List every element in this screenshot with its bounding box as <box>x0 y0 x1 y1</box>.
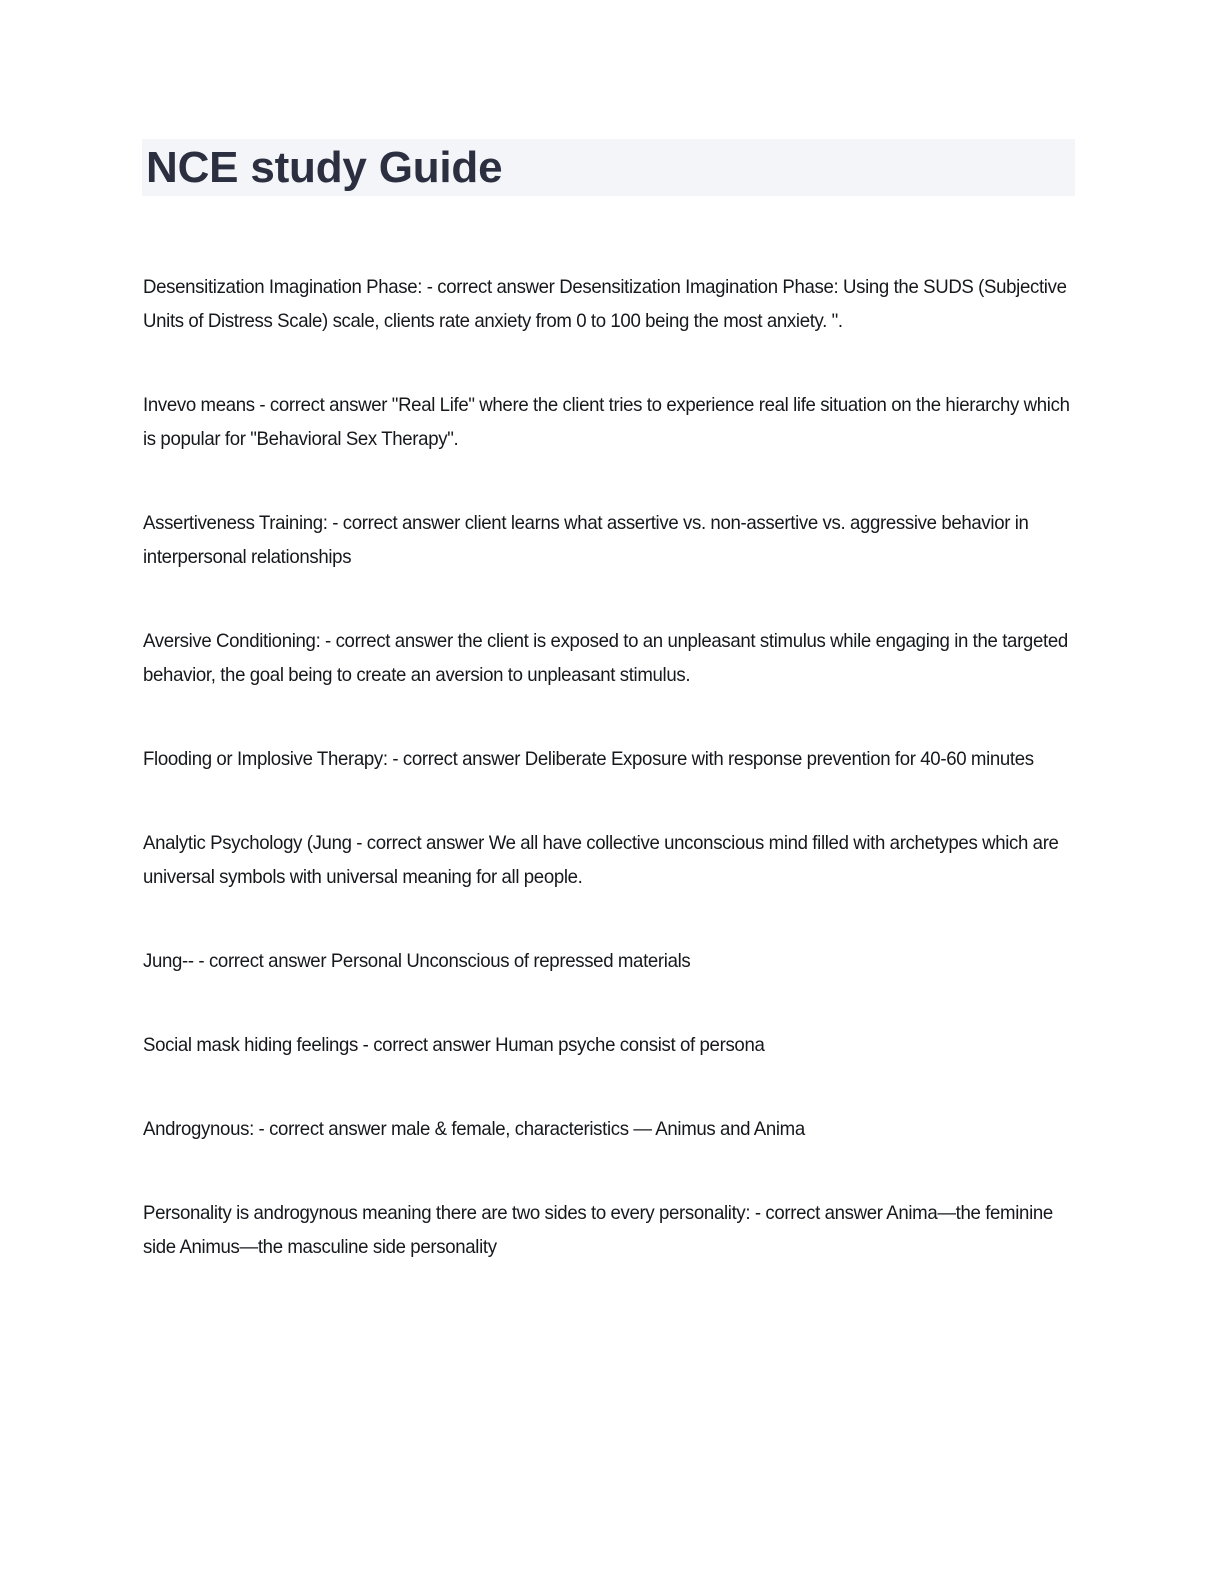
study-entry: Jung-- - correct answer Personal Unconscious of repressed materials <box>143 950 691 972</box>
study-entry: Assertiveness Training: - correct answer client learns what assertive vs. non-assertive vs. aggressive behavior in interpersonal relationships <box>143 512 1029 568</box>
study-entry: Analytic Psychology (Jung - correct answer We all have collective unconscious mind filled with archetypes which are universal symbols with universal meaning for all people. <box>143 832 1059 888</box>
study-entry: Flooding or Implosive Therapy: - correct answer Deliberate Exposure with response prevention for 40-60 minutes <box>143 748 1034 770</box>
study-entry: Personality is androgynous meaning there are two sides to every personality: - correct answer Anima—the feminine side Animus—the masculine side personality <box>143 1202 1053 1258</box>
study-entry: Social mask hiding feelings - correct answer Human psyche consist of persona <box>143 1034 765 1056</box>
study-entry: Aversive Conditioning: - correct answer the client is exposed to an unpleasant stimulus while engaging in the targeted behavior, the goal being to create an aversion to unpleasant stimulus. <box>143 630 1068 686</box>
page-title: NCE study Guide <box>146 142 503 192</box>
study-entry: Invevo means - correct answer "Real Life" where the client tries to experience real life situation on the hierarchy which is popular for "Behavioral Sex Therapy". <box>143 394 1070 450</box>
document-body <box>143 270 1073 1264</box>
study-entry: Desensitization Imagination Phase: - correct answer Desensitization Imagination Phase: Using the SUDS (Subjective Units of Distress Scale) scale, clients rate anxiety from 0 to 100 being the most anxiety. ". <box>143 276 1067 332</box>
study-entry: Androgynous: - correct answer male & female, characteristics — Animus and Anima <box>143 1118 805 1140</box>
